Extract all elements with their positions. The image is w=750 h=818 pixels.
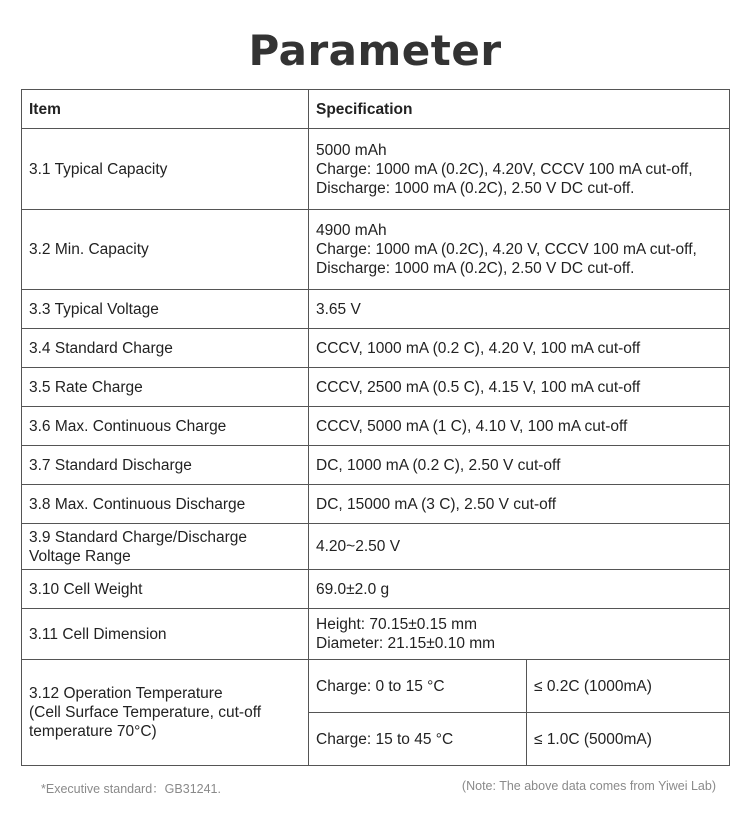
specification-cell: [309, 446, 730, 485]
cell-line: CCCV, 2500 mA (0.5 C), 4.15 V, 100 mA cut-off: [316, 378, 641, 396]
data-source-note: (Note: The above data comes from Yiwei Lab): [461, 779, 716, 793]
table-row: [22, 446, 730, 485]
table-row: [22, 407, 730, 446]
item-cell: 3.3 Typical Voltage: [22, 290, 309, 329]
cell-line: Height: 70.15±0.15 mm: [316, 616, 478, 633]
specification-cell: [309, 524, 730, 570]
table-row: [22, 485, 730, 524]
item-cell: 3.7 Standard Discharge: [22, 446, 309, 485]
charge-rate-low: ≤ 0.2C (1000mA): [527, 660, 730, 713]
table-row: [22, 129, 730, 210]
cell-line: Diameter: 21.15±0.10 mm: [316, 635, 496, 652]
header-specification: Specification: [309, 90, 730, 129]
specification-cell: [309, 329, 730, 368]
table-row: [22, 609, 730, 660]
cell-line: (Cell Surface Temperature, cut-off: [29, 704, 262, 721]
specification-cell: [309, 407, 730, 446]
cell-line: 4.20~2.50 V: [316, 538, 401, 555]
header-item: Item: [22, 90, 309, 129]
table-header-row: [22, 90, 730, 129]
specification-cell: [309, 609, 730, 660]
cell-line: Discharge: 1000 mA (0.2C), 2.50 V DC cut-off.: [316, 260, 635, 277]
cell-line: DC, 15000 mA (3 C), 2.50 V cut-off: [316, 495, 557, 513]
cell-line: CCCV, 1000 mA (0.2 C), 4.20 V, 100 mA cut-off: [316, 339, 641, 357]
specification-cell: [309, 290, 730, 329]
table-row: [22, 660, 730, 713]
item-cell: 3.11 Cell Dimension: [22, 609, 309, 660]
item-cell: 3.5 Rate Charge: [22, 368, 309, 407]
specification-cell: [309, 129, 730, 210]
cell-line: 3.65 V: [316, 300, 361, 318]
table-row: [22, 570, 730, 609]
cell-line: temperature 70°C): [29, 723, 157, 740]
table-row: [22, 368, 730, 407]
specification-cell: [309, 485, 730, 524]
cell-line: Discharge: 1000 mA (0.2C), 2.50 V DC cut-off.: [316, 179, 635, 197]
cell-line: Voltage Range: [29, 547, 131, 565]
cell-line: 4900 mAh: [316, 222, 387, 239]
cell-line: 69.0±2.0 g: [316, 580, 390, 598]
table-row: [22, 290, 730, 329]
item-cell: 3.2 Min. Capacity: [22, 210, 309, 290]
charge-range-high: Charge: 15 to 45 °C: [309, 713, 527, 766]
item-cell: 3.1 Typical Capacity: [22, 129, 309, 210]
item-cell: 3.4 Standard Charge: [22, 329, 309, 368]
page-title: Parameter: [248, 26, 502, 75]
table-row: [22, 524, 730, 570]
item-cell: 3.6 Max. Continuous Charge: [22, 407, 309, 446]
cell-line: 5000 mAh: [316, 141, 387, 159]
parameter-table: [21, 89, 730, 766]
table-row: [22, 210, 730, 290]
charge-rate-high: ≤ 1.0C (5000mA): [527, 713, 730, 766]
cell-line: 3.12 Operation Temperature: [29, 685, 223, 702]
specification-cell: [309, 570, 730, 609]
charge-range-low: Charge: 0 to 15 °C: [309, 660, 527, 713]
specification-cell: [309, 368, 730, 407]
cell-line: CCCV, 5000 mA (1 C), 4.10 V, 100 mA cut-off: [316, 417, 628, 435]
cell-line: Charge: 1000 mA (0.2C), 4.20V, CCCV 100 mA cut-off,: [316, 160, 693, 178]
specification-cell: [309, 210, 730, 290]
item-cell: [22, 660, 309, 766]
item-cell: [22, 524, 309, 570]
table-row: [22, 329, 730, 368]
item-cell: 3.8 Max. Continuous Discharge: [22, 485, 309, 524]
item-cell: 3.10 Cell Weight: [22, 570, 309, 609]
cell-line: Charge: 1000 mA (0.2C), 4.20 V, CCCV 100 mA cut-off,: [316, 241, 697, 258]
cell-line: DC, 1000 mA (0.2 C), 2.50 V cut-off: [316, 456, 561, 474]
cell-line: 3.9 Standard Charge/Discharge: [29, 528, 247, 546]
executive-standard-note: *Executive standard：GB31241.: [41, 782, 221, 796]
